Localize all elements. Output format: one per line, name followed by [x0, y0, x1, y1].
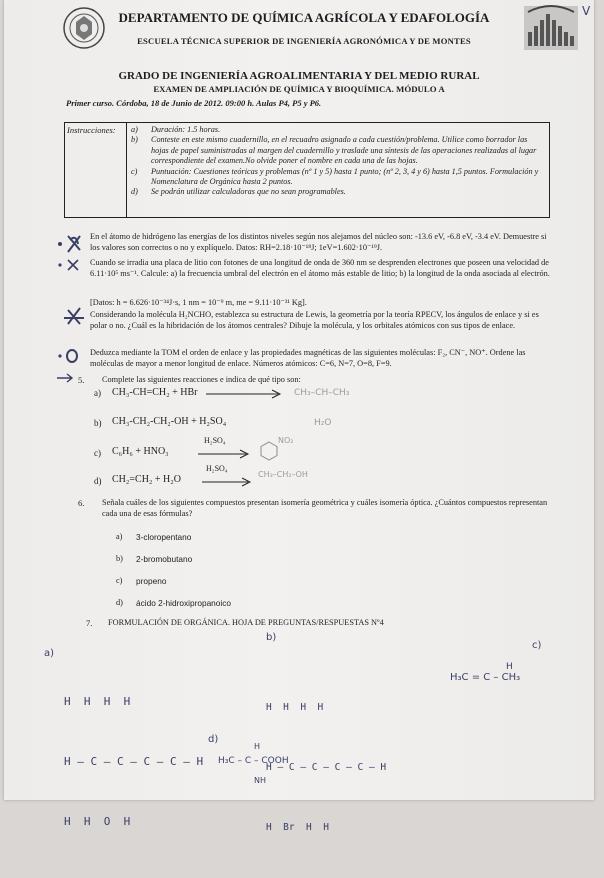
instruction-text: Puntuación: Cuestiones teóricas y problemas (nº 1 y 5) hasta 1 punto; (nº 2, 3, 4 y 6) hasta 1,5 puntos. Formulación y Nomenclatura de Orgánica hasta 2 puntos. [151, 166, 539, 187]
instruction-mark: d) [131, 187, 138, 197]
reaction-a: CH₃-CH=CH₂ + HBr [112, 387, 198, 398]
formula-b-bottom: H Br H H [266, 822, 329, 833]
formula-d-bottom: NH [254, 776, 266, 785]
reaction-arrow-a [204, 388, 284, 400]
question-2: Cuando se irradia una placa de litio con fotones de una longitud de onda de 360 nm se desprenden electrones que poseen una velocidad de 6.11·10⁵ ms⁻¹. Calcule: a) la frecuencia umbral del electrón en el átomo más estable de litio; b) la longitud de la onda asociada al electrón. [90, 258, 550, 278]
reaction-c-catalyst: H₂SO₄ [204, 436, 226, 445]
cross-mark-q1 [68, 236, 80, 252]
question-1: En el átomo de hidrógeno las energías de los distintos niveles según nos alejamos del núcleo son: -13.6 eV, -6.8 eV, -3.4 eV. Demuestre si los valores son correctos o no y explíquelo. Datos: RH=2.18·10⁻¹⁸J; 1eV=1.602·10⁻¹⁹J. [90, 232, 547, 252]
formula-a-top: H H H H [64, 695, 131, 708]
cross-mark-q3 [64, 308, 84, 324]
reaction-a-mark: a) [94, 388, 101, 398]
bullet-mark [58, 242, 62, 246]
instruction-item [131, 135, 545, 166]
school-title: ESCUELA TÉCNICA SUPERIOR DE INGENIERÍA AGRONÓMICA Y DE MONTES [137, 36, 471, 46]
reaction-arrow-c [196, 448, 252, 460]
handwritten-mark-b: b) [266, 632, 277, 643]
instructions-box [64, 122, 550, 218]
handwritten-mark-c: c) [532, 640, 542, 651]
pencil-answer-d: CH₃–CH₂–OH [258, 470, 308, 479]
benzene-ring-sketch [258, 440, 280, 462]
formula-b-chain: H – C – C – C – C – H [266, 762, 387, 773]
exam-date-line: Primer curso. Córdoba, 18 de Junio de 2012. 09:00 h. Aulas P4, P5 y P6. [66, 98, 322, 108]
formula-b-top: H H H H [266, 702, 324, 713]
handwritten-formula-d: H₃C – C – COOH [218, 756, 289, 766]
cross-mark-q2 [68, 260, 78, 270]
reaction-arrow-d [200, 476, 254, 488]
check-mark-icon: V [582, 4, 591, 18]
bullet-mark [58, 263, 61, 266]
formula-d-top-h: H [254, 742, 261, 751]
pencil-answer-c: NO₂ [278, 436, 294, 445]
question-3: Considerando la molécula H₂NCHO, establezca su estructura de Lewis, la geometría por la teoría RPECV, los ángulos de enlace y si es polar o no. ¿Cuál es la hibridación de los átomos centrales? Dibuje la molécula, y los orbitales atómicos con sus tipos de enlace. [90, 310, 539, 330]
formula-a-bottom: H H O H [64, 815, 131, 828]
compound-a: 3-cloropentano [136, 532, 192, 542]
handwritten-formula-c: H₃C = C – CH₃ [450, 672, 521, 683]
instruction-item [131, 167, 545, 188]
question-4: Deduzca mediante la TOM el orden de enlace y las propiedades magnéticas de las siguientes moléculas: F₂, CN⁻, NO⁺. Ordene las moléculas de mayor a menor longitud de enlace. Números atómicos: C=6, N=7, O=8, F=9. [90, 348, 526, 368]
question-6: Señala cuáles de los siguientes compuestos presentan isomería geométrica y cuáles isomería óptica. ¿Cuántos compuestos representan cada una de esas fórmulas? [102, 498, 548, 518]
compound-b-mark: b) [116, 554, 123, 563]
reaction-c: C₆H₆ + HNO₃ [112, 446, 169, 457]
exam-sheet [4, 0, 594, 833]
compound-c: propeno [136, 576, 167, 586]
instruction-mark: b) [131, 135, 138, 145]
instruction-text: Conteste en este mismo cuadernillo, en el recuadro asignado a cada cuestión/problema. Utilice como borrador las hojas de papel suministradas al margen del cuadernillo y traslade una síntesis de las operaciones realizadas al lugar correspondiente del examen.No olvide poner el nombre en cada una de las hojas. [151, 135, 537, 166]
exam-title: EXAMEN DE AMPLIACIÓN DE QUÍMICA Y BIOQUÍMICA. MÓDULO A [153, 84, 445, 94]
instructions-list [131, 125, 545, 198]
compound-b: 2-bromobutano [136, 554, 193, 564]
reaction-d-catalyst: H₂SO₄ [206, 464, 228, 473]
compound-d-mark: d) [116, 598, 123, 607]
instruction-text: Se podrán utilizar calculadoras que no sean programables. [151, 187, 346, 197]
instruction-mark: a) [131, 125, 138, 134]
question-7: FORMULACIÓN DE ORGÁNICA. HOJA DE PREGUNTAS/RESPUESTAS Nº4 [108, 618, 384, 627]
bullet-mark [58, 354, 61, 357]
question-2-data: [Datos: h = 6.626·10⁻³⁴J·s, 1 nm = 10⁻⁹ m, me = 9.11·10⁻³¹ Kg]. [90, 298, 307, 307]
compound-a-mark: a) [116, 532, 123, 541]
instruction-text: Duración: 1.5 horas. [151, 125, 221, 134]
formula-a-chain: H – C – C – C – C – H [64, 755, 204, 768]
question-7-number: 7. [86, 618, 93, 628]
instructions-label: Instrucciones: [65, 123, 127, 217]
pencil-answer-b: H₂O [314, 418, 332, 428]
degree-title: GRADO DE INGENIERÍA AGROALIMENTARIA Y DEL MEDIO RURAL [118, 70, 480, 82]
handwritten-formula-b [266, 658, 386, 878]
pencil-answer-a: CH₃–CH–CH₃ [294, 388, 350, 398]
reaction-d: CH₂=CH₂ + H₂O [112, 474, 181, 485]
instruction-item [131, 187, 545, 197]
handwritten-formula-a [64, 652, 203, 872]
compound-c-mark: c) [116, 576, 123, 585]
question-5-number: 5. [78, 375, 85, 385]
circle-mark-q4 [67, 350, 77, 362]
instruction-item [131, 125, 545, 135]
formula-c-top-h: H [506, 662, 513, 672]
arrow-mark-q5 [57, 374, 72, 382]
question-5: Complete las siguientes reacciones e indica de qué tipo son: [102, 375, 301, 384]
reaction-b-mark: b) [94, 418, 102, 428]
question-6-number: 6. [78, 498, 85, 508]
handwritten-mark-d: d) [208, 734, 219, 745]
handwritten-mark-a: a) [44, 648, 55, 659]
instruction-mark: c) [131, 166, 138, 176]
reaction-d-mark: d) [94, 476, 102, 486]
compound-d: ácido 2-hidroxipropanoico [136, 598, 232, 608]
department-title: DEPARTAMENTO DE QUÍMICA AGRÍCOLA Y EDAFOLOGÍA [118, 10, 490, 25]
reaction-c-mark: c) [94, 448, 101, 458]
reaction-b: CH₃-CH₂-CH₂-OH + H₂SO₄ [112, 416, 227, 427]
